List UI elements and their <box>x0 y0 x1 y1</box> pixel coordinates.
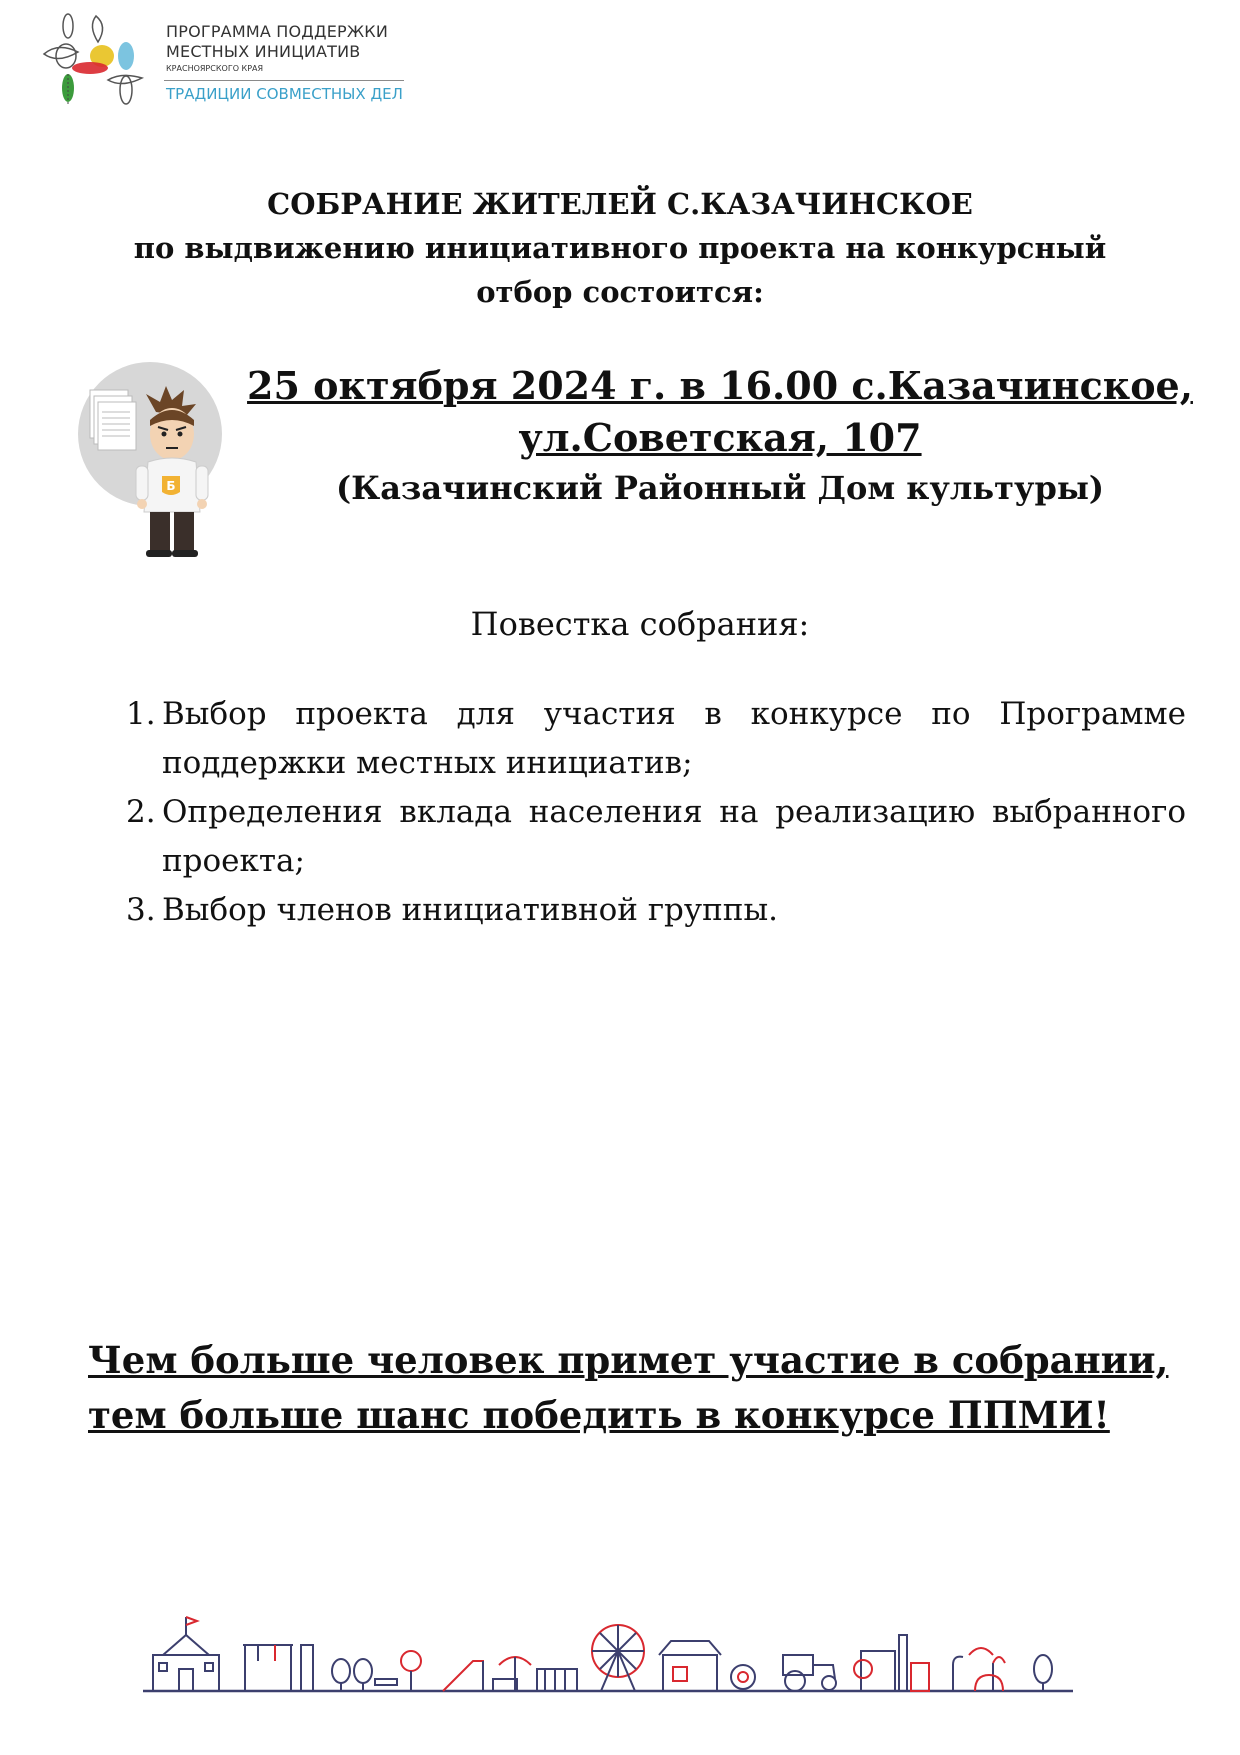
playground-icon <box>243 1645 313 1691</box>
logo-title-line2: МЕСТНЫХ ИНИЦИАТИВ <box>166 42 361 61</box>
fence-icon <box>537 1669 577 1691</box>
agenda-item <box>126 690 1186 788</box>
ppmi-flower-logo-icon <box>38 12 158 112</box>
agenda-title: Повестка собрания: <box>470 605 810 643</box>
agenda-item-number: 2. <box>126 794 156 830</box>
tractor-icon <box>783 1655 836 1691</box>
header-line3: отбор состоится: <box>476 275 764 309</box>
fountain-icon <box>953 1648 1052 1691</box>
logo-slogan: ТРАДИЦИИ СОВМЕСТНЫХ ДЕЛ <box>166 85 403 103</box>
meeting-date-place: 25 октября 2024 г. в 16.00 с.Казачинское, <box>247 363 1193 408</box>
workshop-icon <box>659 1641 755 1691</box>
meeting-address: ул.Советская, 107 <box>518 415 922 460</box>
svg-text:Б: Б <box>166 479 176 493</box>
header-line2: по выдвижению инициативного проекта на конкурсный <box>133 231 1107 265</box>
footer-illustrations <box>143 1605 1073 1695</box>
agenda-list <box>126 690 1186 935</box>
agenda-item-text: Определения вклада населения на реализацию выбранного проекта; <box>162 794 1186 879</box>
agenda-item <box>126 788 1186 886</box>
logo-divider <box>164 80 404 81</box>
announcement-header <box>90 182 1150 314</box>
agenda-item <box>126 886 1186 935</box>
agenda-item-number: 1. <box>126 696 156 732</box>
factory-icon <box>854 1635 929 1691</box>
park-icon <box>332 1651 421 1691</box>
call-line1: Чем больше человек примет участие в собрании, <box>88 1338 1169 1382</box>
ppmi-logo <box>38 12 418 112</box>
building-icon <box>153 1617 219 1691</box>
slide-icon <box>443 1657 531 1691</box>
agenda-item-text: Выбор проекта для участия в конкурсе по Программе поддержки местных инициатив; <box>162 696 1186 781</box>
logo-region: КРАСНОЯРСКОГО КРАЯ <box>166 64 264 73</box>
call-line2: тем больше шанс победить в конкурсе ППМИ! <box>88 1393 1110 1437</box>
agenda-item-number: 3. <box>126 892 156 928</box>
agenda-item-text: Выбор членов инициативной группы. <box>162 892 778 928</box>
call-to-action <box>88 1333 1208 1443</box>
character-illustration-icon <box>76 360 236 560</box>
logo-title-line1: ПРОГРАММА ПОДДЕРЖКИ <box>166 22 389 41</box>
header-line1: СОБРАНИЕ ЖИТЕЛЕЙ С.КАЗАЧИНСКОЕ <box>267 187 973 221</box>
ferris-wheel-icon <box>592 1625 644 1691</box>
meeting-venue: (Казачинский Районный Дом культуры) <box>335 469 1105 507</box>
meeting-details <box>240 360 1200 512</box>
